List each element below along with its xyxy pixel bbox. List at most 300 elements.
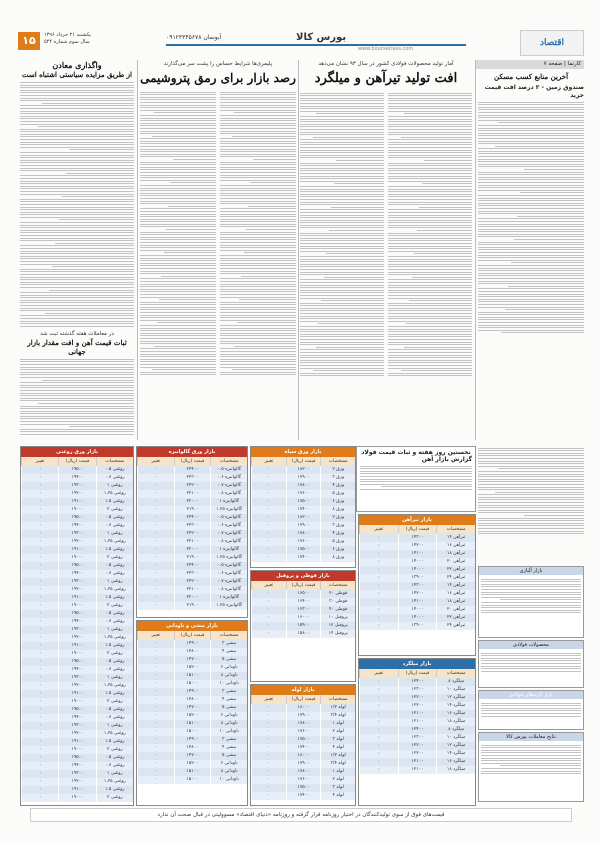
text-line	[140, 214, 216, 215]
table-cell: روغنی ۰.۷	[96, 618, 133, 626]
text-line	[20, 142, 134, 143]
text-line	[388, 142, 472, 143]
text-line	[20, 160, 134, 161]
table-row	[137, 640, 247, 648]
table-cell: نبشی ۴	[210, 744, 247, 752]
table-cell: میلگرد ۱۶	[436, 710, 475, 718]
text-line	[220, 123, 296, 124]
text-line	[220, 312, 296, 313]
text-line	[478, 512, 584, 513]
right-lower-column	[478, 446, 584, 802]
table-row	[251, 704, 355, 712]
text-line	[419, 207, 472, 208]
table-cell: روغنی ۰.۷	[96, 570, 133, 578]
table-cell: گالوانیزه ۰.۷	[210, 482, 247, 490]
text-line	[140, 239, 216, 240]
table-header-row	[251, 581, 355, 590]
table-cell: ۰	[137, 640, 174, 648]
info-box	[478, 640, 584, 688]
table-cell: ۱۷۹۰۰	[286, 712, 321, 720]
text-line	[220, 278, 296, 279]
text-line	[481, 589, 581, 590]
text-line	[220, 372, 296, 373]
table-row	[359, 622, 475, 630]
text-line	[20, 408, 134, 409]
text-line	[220, 97, 296, 98]
table-row	[137, 522, 247, 530]
text-line	[20, 217, 134, 218]
text-line	[478, 249, 584, 250]
text-line	[300, 334, 384, 335]
left-headline: واگذاری معادن	[52, 60, 102, 70]
table-cell: ۰	[137, 760, 174, 768]
text-line	[300, 204, 384, 205]
table-row	[21, 602, 133, 610]
table-cell: ۰	[251, 522, 286, 530]
page-header	[18, 30, 584, 56]
table-row	[359, 766, 475, 774]
article-headline: افت تولید تیرآهن و میلگرد	[314, 71, 458, 86]
table-cell: ۰	[251, 490, 286, 498]
text-line	[422, 183, 472, 184]
text-line	[388, 235, 472, 236]
text-line	[140, 335, 216, 336]
table-cell: ناودانی ۶	[210, 664, 247, 672]
text-line	[478, 203, 584, 204]
table-cell: ۱۴۸۰۰	[174, 696, 211, 704]
text-line	[501, 332, 584, 333]
column-divider	[475, 60, 476, 440]
table-cell: میلگرد ۱۲	[436, 694, 475, 702]
text-line	[220, 294, 296, 295]
table-cell: ورق ۲	[320, 466, 355, 474]
text-line	[220, 258, 296, 259]
text-line	[140, 226, 216, 227]
text-line	[481, 668, 581, 669]
text-line	[20, 227, 134, 228]
text-line	[20, 372, 134, 373]
text-line	[20, 424, 134, 425]
table-cell: روغنی ۰.۵	[96, 514, 133, 522]
table-cell: ۰	[359, 598, 398, 606]
table-cell: ۱۹۲۰۰	[58, 682, 95, 690]
text-line	[334, 183, 384, 184]
text-line	[220, 149, 296, 150]
text-line	[388, 329, 472, 330]
text-line	[20, 194, 134, 195]
table-body	[359, 678, 475, 774]
table-row	[251, 606, 355, 614]
text-line	[220, 219, 296, 220]
right-headline: آخرین منابع کسب مسکن	[493, 72, 569, 81]
table-body	[251, 704, 355, 800]
text-line	[166, 229, 216, 230]
text-line	[481, 653, 581, 654]
text-line	[140, 268, 216, 269]
text-line	[388, 173, 472, 174]
text-line	[300, 285, 384, 286]
table-cell: میلگرد ۸	[436, 726, 475, 734]
text-line	[404, 347, 472, 348]
text-line	[220, 99, 296, 100]
text-line	[140, 92, 216, 93]
text-line	[140, 297, 216, 298]
text-line	[388, 170, 472, 171]
table-cell: ۰	[137, 506, 174, 514]
table-row	[137, 672, 247, 680]
table-cell: ۰	[21, 498, 58, 506]
text-line	[140, 341, 216, 342]
table-cell: میلگرد ۱۲	[436, 742, 475, 750]
text-line	[59, 219, 134, 220]
table-cell: ۰	[21, 538, 58, 546]
text-line	[140, 138, 216, 139]
table-cell: روغنی ۱.۵	[96, 498, 133, 506]
info-box	[478, 732, 584, 802]
text-line	[478, 185, 584, 186]
table-cell: روغنی ۱.۲۵	[96, 730, 133, 738]
body-text	[388, 91, 472, 378]
text-line	[220, 302, 296, 303]
table-cell: ۰	[251, 720, 286, 728]
text-line	[140, 180, 216, 181]
table-cell: تیرآهن ۲۰	[436, 558, 475, 566]
text-line	[478, 448, 584, 449]
table-cell: ۱۲۲۰۰	[398, 750, 437, 758]
table-cell: ۲۲۳۰۰	[174, 522, 211, 530]
column-tag: کارنما | صفحه ۷	[475, 60, 584, 69]
text-line	[481, 763, 581, 764]
text-line	[478, 208, 584, 209]
text-line	[478, 143, 584, 144]
text-line	[326, 253, 384, 254]
table-cell: روغنی ۰.۵	[96, 658, 133, 666]
table-cell: ۰	[21, 738, 58, 746]
text-line	[220, 359, 296, 360]
text-line	[388, 375, 472, 376]
table-row	[359, 542, 475, 550]
table-cell: ۱۹۰۰۰	[58, 794, 95, 802]
text-line	[478, 273, 584, 274]
text-line	[152, 136, 216, 137]
text-line	[478, 489, 584, 490]
table-cell: ۱۲۱۰۰	[398, 718, 437, 726]
text-line	[220, 214, 296, 215]
table-cell: روغنی ۱	[96, 770, 133, 778]
text-line	[140, 185, 216, 186]
table-row	[137, 506, 247, 514]
table-cell: ۱۲۳۰۰	[398, 734, 437, 742]
table-cell: ۰	[137, 586, 174, 594]
text-line	[401, 137, 472, 138]
text-line	[300, 248, 384, 249]
text-line	[478, 304, 584, 305]
text-line	[220, 348, 296, 349]
text-line	[140, 330, 216, 331]
table-cell: ۰	[251, 784, 286, 792]
table-cell: ۱۶۰۰۰	[286, 614, 321, 622]
table-cell: ۰	[137, 514, 174, 522]
text-line	[220, 320, 296, 321]
table-cell: روغنی ۲	[96, 650, 133, 658]
text-line	[140, 317, 216, 318]
price-table	[20, 446, 134, 806]
text-line	[511, 262, 584, 263]
table-row	[21, 634, 133, 642]
table-cell: ۰	[21, 602, 58, 610]
table-cell: ۱۴۹۰۰	[174, 640, 211, 648]
table-row	[21, 754, 133, 762]
table-row	[21, 466, 133, 474]
table-row	[251, 752, 355, 760]
table-cell: میلگرد ۱۶	[436, 758, 475, 766]
text-line	[232, 369, 296, 370]
table-row	[359, 686, 475, 694]
text-line	[20, 105, 134, 106]
text-line	[300, 186, 384, 187]
text-line	[388, 310, 472, 311]
text-line	[300, 103, 384, 104]
table-cell: ۰	[359, 614, 398, 622]
text-line	[140, 265, 216, 266]
text-line	[140, 177, 216, 178]
text-line	[220, 354, 296, 355]
text-line	[388, 233, 472, 234]
table-cell: ۱۴۳۰۰	[398, 582, 437, 590]
text-line	[220, 177, 296, 178]
text-line	[388, 186, 472, 187]
text-line	[154, 112, 216, 113]
text-line	[388, 217, 472, 218]
table-row	[137, 474, 247, 482]
text-line	[20, 429, 134, 430]
text-line	[388, 132, 472, 133]
table-cell: روغنی ۰.۷	[96, 762, 133, 770]
text-line	[140, 234, 216, 235]
text-line	[478, 179, 584, 180]
text-line	[300, 287, 384, 288]
body-text	[300, 91, 384, 378]
text-line	[66, 173, 134, 174]
text-line	[220, 232, 296, 233]
table-cell: ۰	[251, 752, 286, 760]
text-line	[481, 579, 581, 580]
column-header: مشخصات	[210, 631, 247, 640]
text-line	[300, 170, 384, 171]
text-line	[237, 322, 296, 323]
text-line	[220, 203, 296, 204]
text-line	[220, 255, 296, 256]
text-line	[20, 124, 134, 125]
table-cell: ۱۹۲۰۰	[58, 538, 95, 546]
table-cell: روغنی ۱.۲۵	[96, 586, 133, 594]
text-line	[220, 102, 296, 103]
table-cell: ۱۵۸۰۰	[286, 630, 321, 638]
table-cell: میلگرد ۱۰	[436, 686, 475, 694]
text-line	[388, 321, 472, 322]
text-line	[481, 760, 581, 761]
table-row	[251, 546, 355, 554]
text-line	[300, 355, 384, 356]
text-line	[520, 192, 584, 193]
left-headline-2: ثبات قیمت آهن و افت مقدار بازار جهانی	[27, 337, 127, 356]
table-cell: ۰	[21, 658, 58, 666]
table-cell: ۱۴۲۰۰	[398, 542, 437, 550]
text-line	[388, 279, 472, 280]
column-header: تغییر	[21, 457, 58, 466]
table-row	[21, 570, 133, 578]
text-line	[481, 708, 581, 709]
table-cell: ناودانی ۶	[210, 712, 247, 720]
table-cell: ۱۹۳۰۰	[58, 722, 95, 730]
text-line	[140, 286, 216, 287]
steel-box-title: نخستین روز هفته و ثبات قیمت فولاد	[361, 449, 471, 456]
text-line	[300, 155, 384, 156]
table-cell: ۱۹۰۰۰	[58, 746, 95, 754]
text-line	[220, 338, 296, 339]
text-line	[20, 395, 134, 396]
table-cell: ۰	[137, 720, 174, 728]
text-line	[220, 131, 296, 132]
text-line	[20, 271, 134, 272]
text-line	[478, 182, 584, 183]
text-line	[20, 369, 134, 370]
table-cell: ۰	[359, 686, 398, 694]
text-line	[20, 413, 134, 414]
table-header-row	[137, 457, 247, 466]
text-line	[388, 344, 472, 345]
text-line	[388, 259, 472, 260]
table-cell: ۰	[251, 712, 286, 720]
text-line	[478, 450, 584, 451]
text-line	[481, 758, 581, 759]
table-cell: ۱۷۶۰۰	[286, 490, 321, 498]
text-line	[300, 176, 384, 177]
text-line	[478, 159, 584, 160]
table-cell: ۱۹۱۰۰	[58, 738, 95, 746]
table-cell: ۰	[21, 586, 58, 594]
text-line	[20, 82, 134, 83]
info-box	[478, 566, 584, 638]
text-line	[381, 486, 472, 487]
text-line	[140, 201, 216, 202]
text-line	[20, 287, 134, 288]
text-line	[478, 257, 584, 258]
table-cell: ناودانی ۸	[210, 768, 247, 776]
text-line	[300, 111, 384, 112]
table-row	[251, 712, 355, 720]
table-cell: ۰	[21, 514, 58, 522]
table-cell: روغنی ۰.۵	[96, 754, 133, 762]
text-line	[234, 346, 296, 347]
text-line	[313, 137, 384, 138]
text-line	[478, 161, 584, 162]
text-line	[140, 224, 216, 225]
table-cell: تیرآهن ۲۰	[436, 606, 475, 614]
table-cell: ۱۹۱۰۰	[58, 690, 95, 698]
table-cell: ۱۴۷۰۰	[174, 656, 211, 664]
table-cell: ۰	[251, 728, 286, 736]
table-cell: ۱۷۵۰۰	[286, 498, 321, 506]
table-cell: ۰	[137, 696, 174, 704]
text-line	[481, 752, 581, 753]
table-cell: ۰	[251, 760, 286, 768]
text-line	[42, 103, 134, 104]
table-cell: نبشی ۵	[210, 752, 247, 760]
text-line	[388, 100, 472, 101]
table-cell: ۰	[359, 582, 398, 590]
table-cell: ۲۲۰۰۰	[174, 546, 211, 554]
text-line	[20, 253, 134, 254]
text-line	[20, 326, 134, 327]
text-line	[140, 242, 216, 243]
text-line	[140, 141, 216, 142]
text-line	[388, 360, 472, 361]
table-cell: ۲۲۰۰۰	[174, 594, 211, 602]
table-cell: ۰	[137, 562, 174, 570]
table-cell: ۰	[251, 614, 286, 622]
text-line	[478, 291, 584, 292]
table-cell: ۰	[21, 562, 58, 570]
column-header: قیمت (ریال)	[398, 525, 437, 534]
text-line	[220, 265, 296, 266]
table-row	[137, 648, 247, 656]
text-line	[300, 298, 384, 299]
table-cell: ۰	[359, 574, 398, 582]
table-cell: ۰	[21, 634, 58, 642]
table-cell: ۰	[137, 648, 174, 656]
text-line	[478, 255, 584, 256]
text-line	[20, 232, 134, 233]
box-title: بازار آلیاژی	[479, 567, 583, 575]
table-cell: ۰	[21, 762, 58, 770]
text-line	[300, 261, 384, 262]
table-cell: ۱۹۵۰۰	[58, 466, 95, 474]
text-line	[300, 199, 384, 200]
table-row	[251, 784, 355, 792]
table-title: بازار میلگرد	[359, 659, 475, 669]
table-row	[137, 760, 247, 768]
text-line	[140, 255, 216, 256]
table-cell: ۱۷۶۰۰	[286, 538, 321, 546]
table-row	[137, 704, 247, 712]
table-cell: ۱۴۷۰۰	[174, 704, 211, 712]
text-line	[220, 175, 296, 176]
text-line	[220, 115, 296, 116]
table-cell: ۰	[251, 546, 286, 554]
text-line	[478, 319, 584, 320]
text-line	[313, 370, 384, 371]
text-line	[220, 154, 296, 155]
table-cell: ۰	[21, 714, 58, 722]
text-line	[170, 182, 216, 183]
table-row	[359, 534, 475, 542]
text-line	[388, 212, 472, 213]
table-cell: روغنی ۱	[96, 530, 133, 538]
text-line	[388, 264, 472, 265]
table-cell: ۰	[359, 702, 398, 710]
text-line	[300, 212, 384, 213]
text-line	[140, 361, 216, 362]
table-cell: میلگرد ۱۸	[436, 766, 475, 774]
text-line	[300, 98, 384, 99]
table-row	[21, 578, 133, 586]
text-line	[478, 135, 584, 136]
table-row	[137, 728, 247, 736]
table-cell: ۱۲۴۰۰	[398, 678, 437, 686]
table-cell: ورق ۴	[320, 482, 355, 490]
table-cell: نبشی ۵	[210, 704, 247, 712]
